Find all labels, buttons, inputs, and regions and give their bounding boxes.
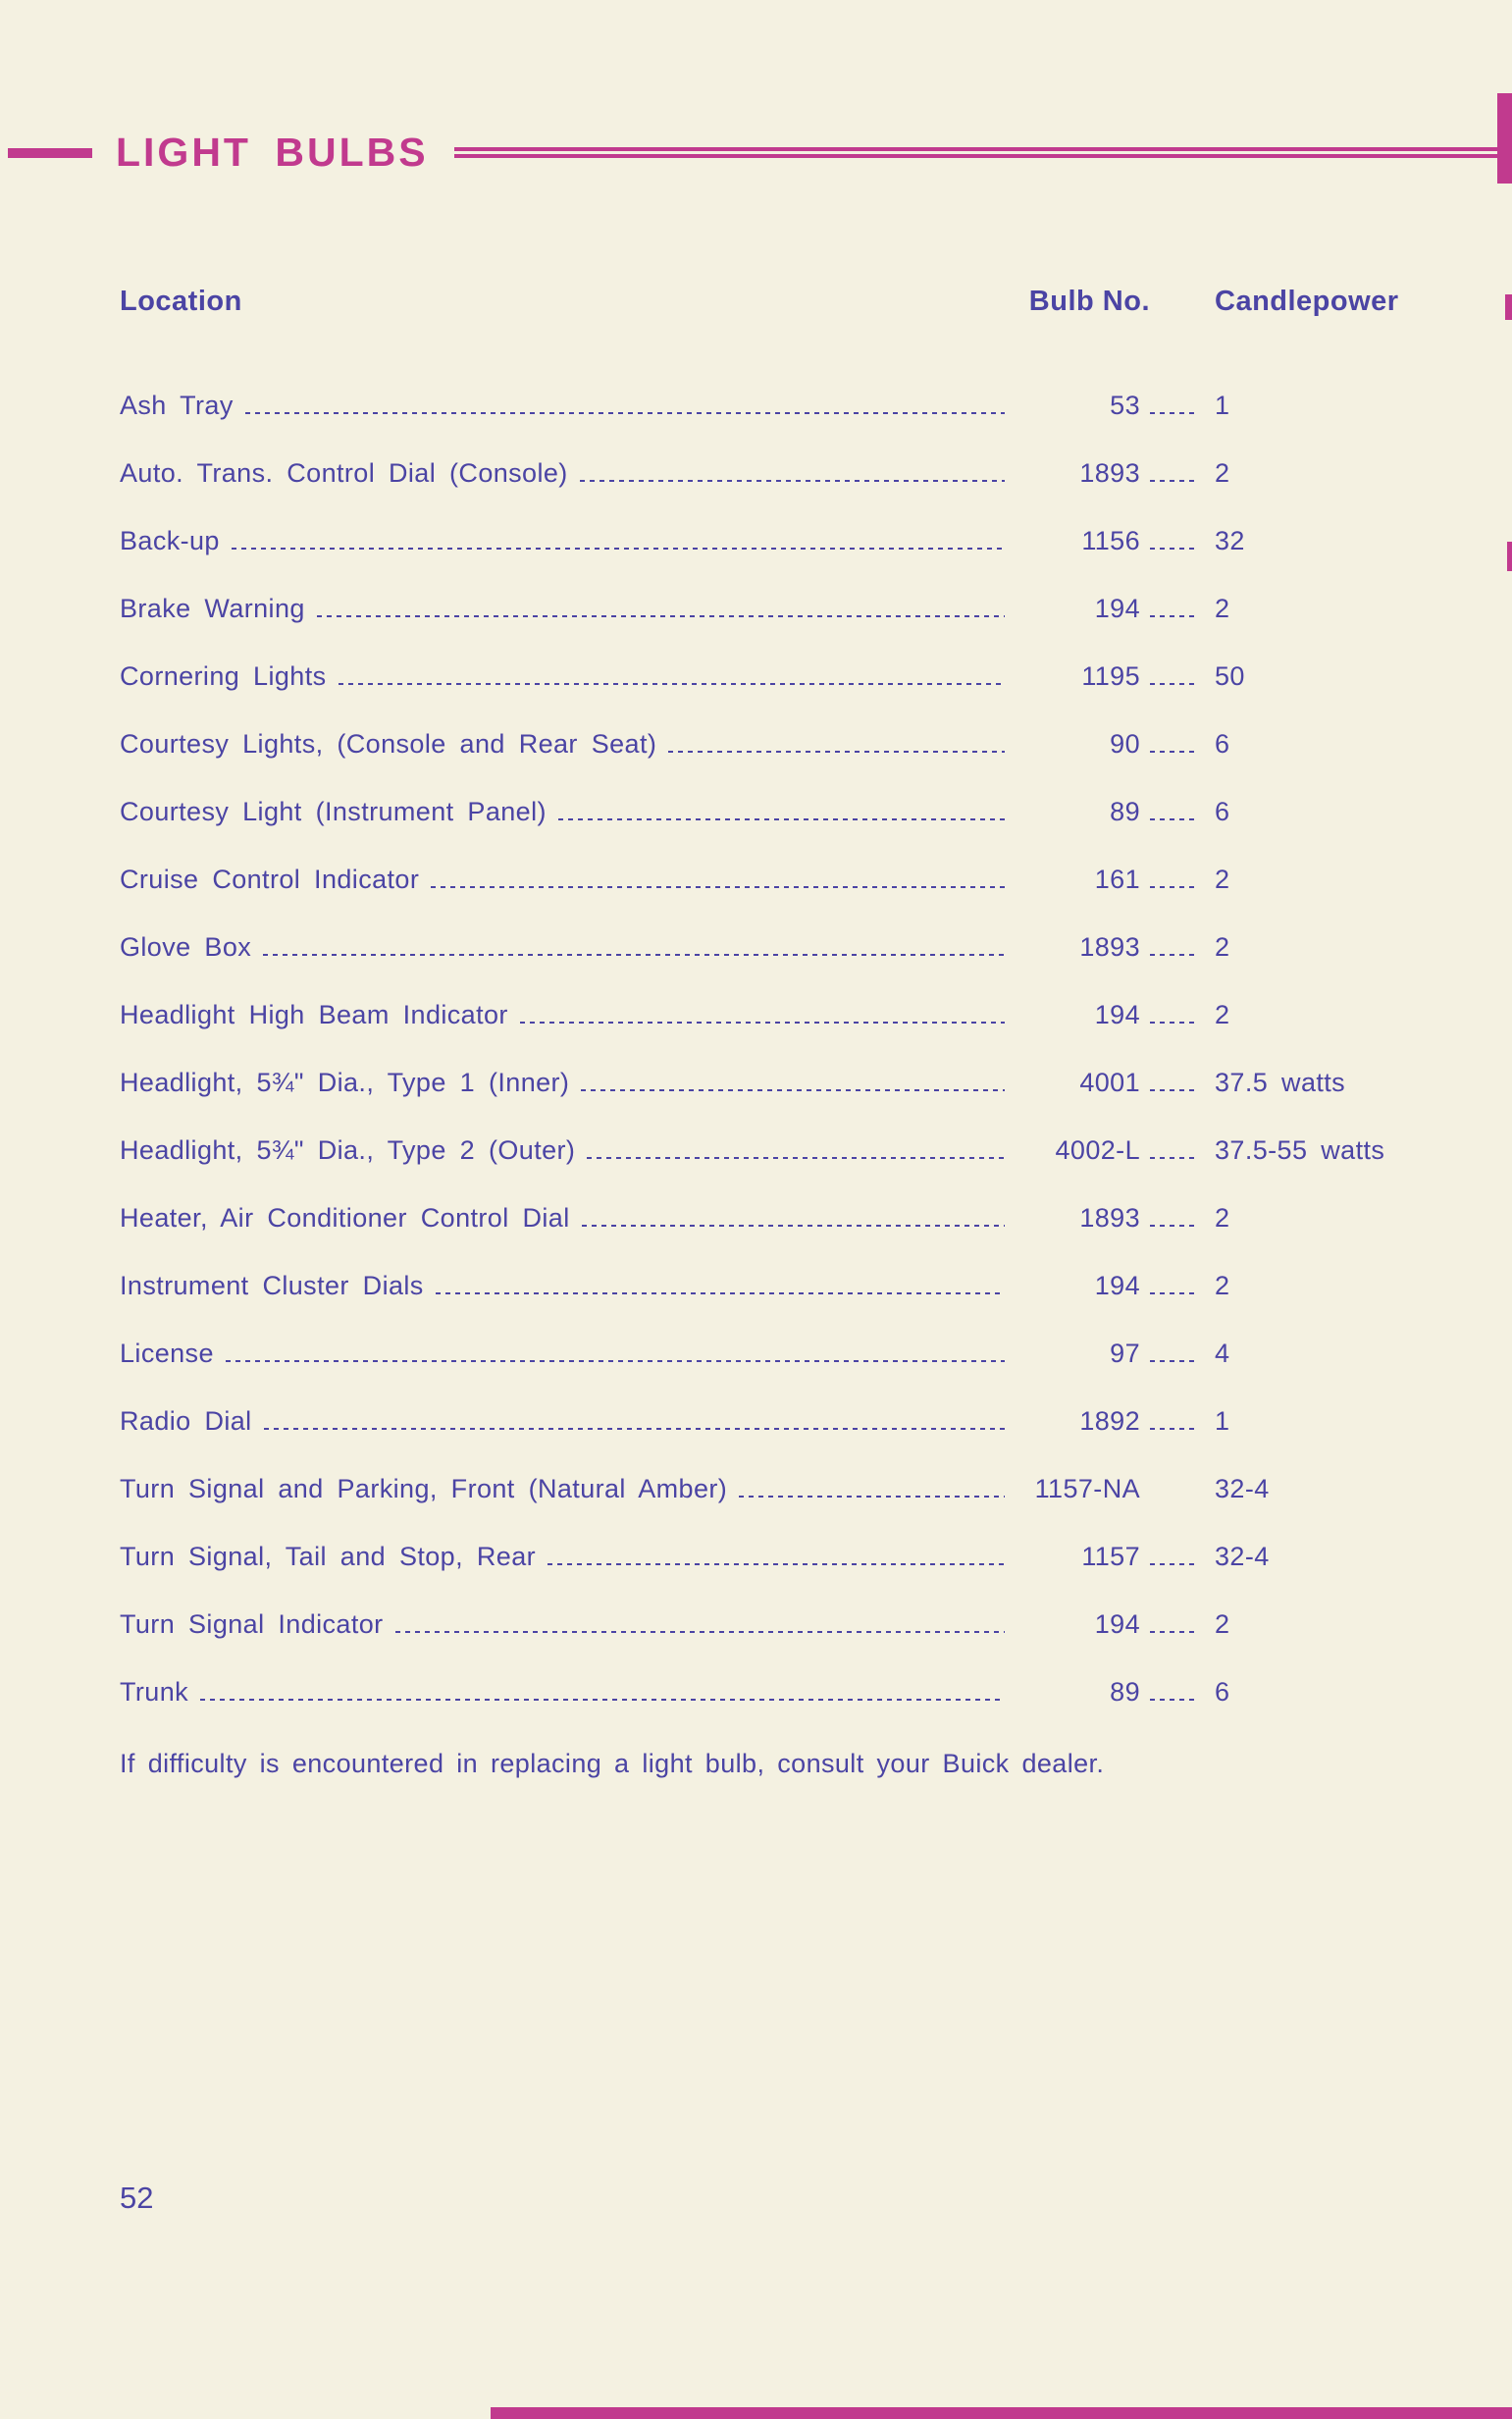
table-row [120,867,1416,893]
page-edge-tab [1497,93,1512,184]
dotted-leader [226,1360,1005,1362]
row-bulb-no: 89 [1110,1677,1140,1707]
page-title: LIGHT BULBS [116,130,429,175]
header-candlepower: Candlepower [1215,286,1399,317]
table-row [120,799,1416,825]
bottom-edge-rule [491,2407,1512,2419]
row-location: Brake Warning [120,594,305,623]
dotted-leader [263,954,1005,956]
row-location: Back-up [120,526,220,555]
table-row [120,393,1416,419]
row-candlepower: 2 [1215,594,1230,623]
dotted-leader-mid [1150,1699,1199,1701]
row-bulb-no: 90 [1110,729,1140,759]
row-candlepower: 32-4 [1215,1474,1270,1503]
row-candlepower: 37.5 watts [1215,1068,1346,1097]
dotted-leader [581,1089,1005,1091]
dotted-leader-mid [1150,480,1199,482]
row-bulb-no: 4001 [1079,1068,1140,1097]
row-candlepower: 6 [1215,797,1230,826]
dotted-leader [339,683,1005,685]
dotted-leader-mid [1150,954,1199,956]
row-location: Radio Dial [120,1406,252,1436]
dotted-leader-mid [1150,1022,1199,1024]
row-location: Turn Signal Indicator [120,1609,384,1639]
table-row [120,934,1416,961]
row-candlepower: 2 [1215,1203,1230,1233]
page-edge-mark [1507,542,1512,571]
row-location: Courtesy Lights, (Console and Rear Seat) [120,729,657,759]
title-band [0,130,1512,176]
table-row [120,1070,1416,1096]
table-row [120,460,1416,487]
header-spacer [254,311,1015,313]
row-bulb-no: 194 [1094,1000,1140,1029]
row-location: License [120,1339,214,1368]
table-header-row [120,286,1416,318]
row-location: Instrument Cluster Dials [120,1271,424,1300]
dotted-leader-mid [1150,1157,1199,1159]
dotted-leader [436,1292,1005,1294]
row-bulb-no: 97 [1110,1339,1140,1368]
row-location: Turn Signal, Tail and Stop, Rear [120,1542,537,1571]
row-candlepower: 2 [1215,1271,1230,1300]
dotted-leader [582,1225,1005,1227]
header-location: Location [120,286,242,317]
row-candlepower: 6 [1215,1677,1230,1707]
row-location: Auto. Trans. Control Dial (Console) [120,458,568,488]
header-bulb-no: Bulb No. [1028,286,1150,317]
row-bulb-no: 161 [1094,865,1140,894]
title-left-rule [8,148,92,158]
dotted-leader [668,751,1005,753]
table-row [120,1408,1416,1435]
footer-note: If difficulty is encountered in replacing a light bulb, consult your Buick dealer. [120,1749,1105,1778]
dotted-leader [232,548,1005,550]
table-row [120,1341,1416,1367]
row-candlepower: 2 [1215,458,1230,488]
row-location: Ash Tray [120,391,234,420]
table-row [120,731,1416,758]
dotted-leader-mid [1150,818,1199,820]
page-number: 52 [120,2181,154,2215]
dotted-leader-mid [1150,683,1199,685]
row-location: Headlight High Beam Indicator [120,1000,508,1029]
row-bulb-no: 1893 [1079,1203,1140,1233]
dotted-leader [580,480,1005,482]
dotted-leader-mid [1150,412,1199,414]
table-row [120,1611,1416,1638]
row-location: Courtesy Light (Instrument Panel) [120,797,547,826]
row-candlepower: 1 [1215,391,1230,420]
row-location: Trunk [120,1677,189,1707]
dotted-leader [264,1428,1005,1430]
table-row [120,1544,1416,1570]
row-bulb-no: 4002-L [1055,1135,1140,1165]
row-location: Turn Signal and Parking, Front (Natural Amber) [120,1474,728,1503]
row-candlepower: 4 [1215,1339,1230,1368]
dotted-leader-mid [1150,615,1199,617]
row-bulb-no: 1893 [1079,932,1140,962]
row-location: Heater, Air Conditioner Control Dial [120,1203,570,1233]
dotted-leader-mid [1150,1563,1199,1565]
row-candlepower: 2 [1215,1000,1230,1029]
dotted-leader [587,1157,1005,1159]
row-bulb-no: 1157 [1081,1542,1140,1571]
dotted-leader [317,615,1005,617]
dotted-leader [395,1631,1005,1633]
row-bulb-no: 1893 [1079,458,1140,488]
row-bulb-no: 89 [1110,797,1140,826]
dotted-leader-mid [1150,1292,1199,1294]
row-candlepower: 32 [1215,526,1245,555]
page-edge-mark [1505,294,1512,320]
row-candlepower: 6 [1215,729,1230,759]
table-row [120,528,1416,554]
dotted-leader [200,1699,1005,1701]
table-row [120,1137,1416,1164]
table-row [120,596,1416,622]
row-bulb-no: 194 [1094,1271,1140,1300]
row-candlepower: 2 [1215,932,1230,962]
table-row [120,663,1416,690]
table-row [120,1679,1416,1706]
row-location: Cornering Lights [120,661,327,691]
dotted-leader [739,1496,1005,1498]
row-bulb-no: 1157-NA [1034,1474,1140,1503]
dotted-leader [558,818,1005,820]
row-bulb-no: 53 [1110,391,1140,420]
dotted-leader-mid [1150,886,1199,888]
row-candlepower: 32-4 [1215,1542,1270,1571]
dotted-leader-mid [1150,1089,1199,1091]
bulb-table [0,286,1512,1780]
table-row [120,1205,1416,1232]
dotted-leader-mid [1150,548,1199,550]
dotted-leader-mid [1150,1225,1199,1227]
dotted-leader [520,1022,1005,1024]
dotted-leader [245,412,1005,414]
dotted-leader-mid [1150,1428,1199,1430]
row-bulb-no: 194 [1094,594,1140,623]
dotted-leader [431,886,1005,888]
row-bulb-no: 1892 [1079,1406,1140,1436]
row-candlepower: 50 [1215,661,1245,691]
row-candlepower: 37.5-55 watts [1215,1135,1385,1165]
row-location: Headlight, 5¾" Dia., Type 2 (Outer) [120,1135,576,1165]
row-candlepower: 1 [1215,1406,1230,1436]
row-bulb-no: 1156 [1081,526,1140,555]
dotted-leader-mid [1150,1360,1199,1362]
dotted-leader-mid [1150,1496,1199,1498]
row-candlepower: 2 [1215,865,1230,894]
row-bulb-no: 194 [1094,1609,1140,1639]
table-body [120,393,1416,1706]
title-right-rule [454,147,1512,158]
row-bulb-no: 1195 [1081,661,1140,691]
row-location: Cruise Control Indicator [120,865,420,894]
dotted-leader-mid [1150,1631,1199,1633]
row-candlepower: 2 [1215,1609,1230,1639]
header-spacer [1160,311,1209,313]
table-row [120,1002,1416,1028]
table-row [120,1273,1416,1299]
row-location: Headlight, 5¾" Dia., Type 1 (Inner) [120,1068,570,1097]
dotted-leader-mid [1150,751,1199,753]
table-row [120,1476,1416,1502]
dotted-leader [547,1563,1005,1565]
row-location: Glove Box [120,932,252,962]
